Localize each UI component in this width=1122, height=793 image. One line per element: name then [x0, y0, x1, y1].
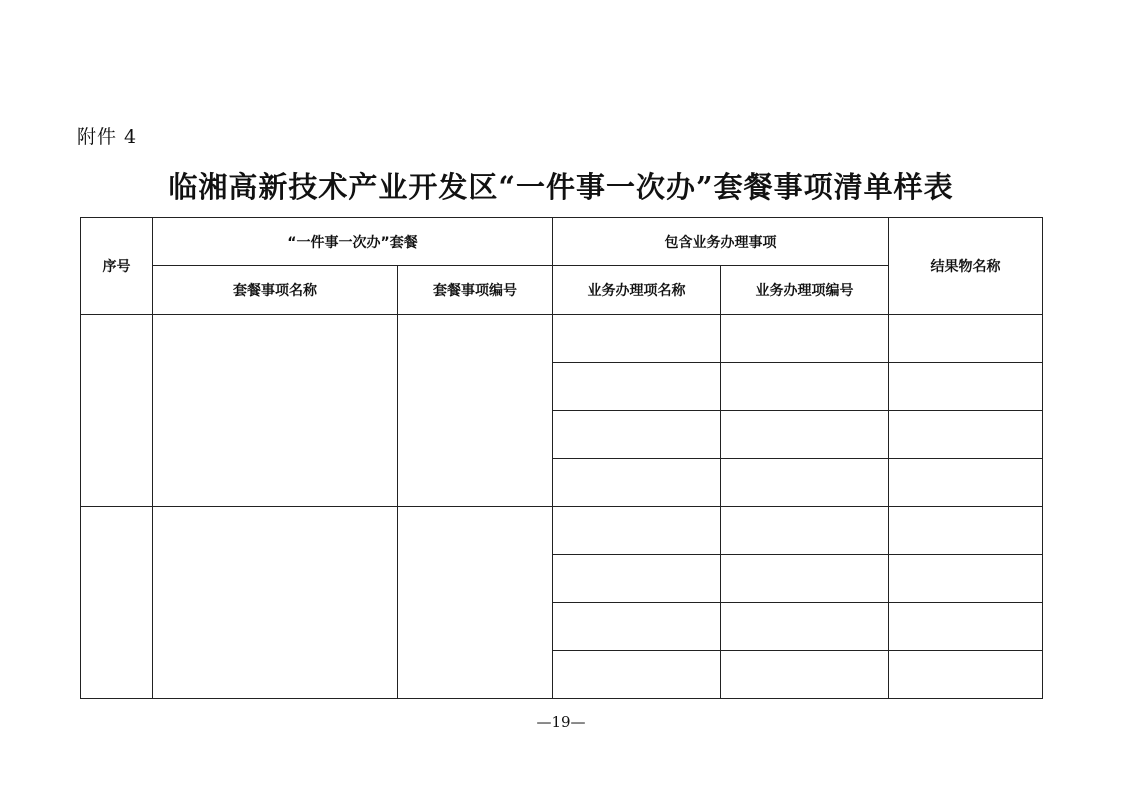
cell-business-code	[721, 651, 889, 699]
cell-result-name	[889, 555, 1043, 603]
cell-package-code	[398, 507, 553, 699]
cell-business-name	[553, 651, 721, 699]
cell-result-name	[889, 507, 1043, 555]
cell-business-code	[721, 507, 889, 555]
cell-result-name	[889, 651, 1043, 699]
cell-business-name	[553, 363, 721, 411]
cell-seq	[81, 507, 153, 699]
cell-result-name	[889, 411, 1043, 459]
cell-business-name	[553, 507, 721, 555]
cell-result-name	[889, 603, 1043, 651]
cell-business-name	[553, 459, 721, 507]
page-title: 临湘高新技术产业开发区“一件事一次办”套餐事项清单样表	[168, 170, 954, 204]
cell-result-name	[889, 459, 1043, 507]
cell-result-name	[889, 363, 1043, 411]
cell-package-name	[153, 507, 398, 699]
header-package-code: 套餐事项编号	[398, 266, 553, 315]
header-business-code: 业务办理项编号	[721, 266, 889, 315]
page-number: —19—	[536, 713, 586, 731]
header-seq: 序号	[81, 218, 153, 315]
table-row	[81, 507, 1043, 555]
cell-business-name	[553, 603, 721, 651]
table-row	[81, 315, 1043, 363]
cell-business-code	[721, 459, 889, 507]
header-group-business: 包含业务办理事项	[553, 218, 889, 266]
cell-business-name	[553, 411, 721, 459]
cell-business-code	[721, 603, 889, 651]
cell-package-name	[153, 315, 398, 507]
cell-business-code	[721, 363, 889, 411]
cell-business-name	[553, 315, 721, 363]
cell-business-code	[721, 411, 889, 459]
cell-business-code	[721, 555, 889, 603]
header-business-name: 业务办理项名称	[553, 266, 721, 315]
header-result-name: 结果物名称	[889, 218, 1043, 315]
attachment-label: 附件 4	[77, 126, 138, 148]
header-group-package: “一件事一次办”套餐	[153, 218, 553, 266]
table-header-row	[81, 218, 1043, 266]
package-items-table	[80, 217, 1043, 699]
cell-business-code	[721, 315, 889, 363]
cell-package-code	[398, 315, 553, 507]
cell-seq	[81, 315, 153, 507]
cell-result-name	[889, 315, 1043, 363]
cell-business-name	[553, 555, 721, 603]
header-package-name: 套餐事项名称	[153, 266, 398, 315]
